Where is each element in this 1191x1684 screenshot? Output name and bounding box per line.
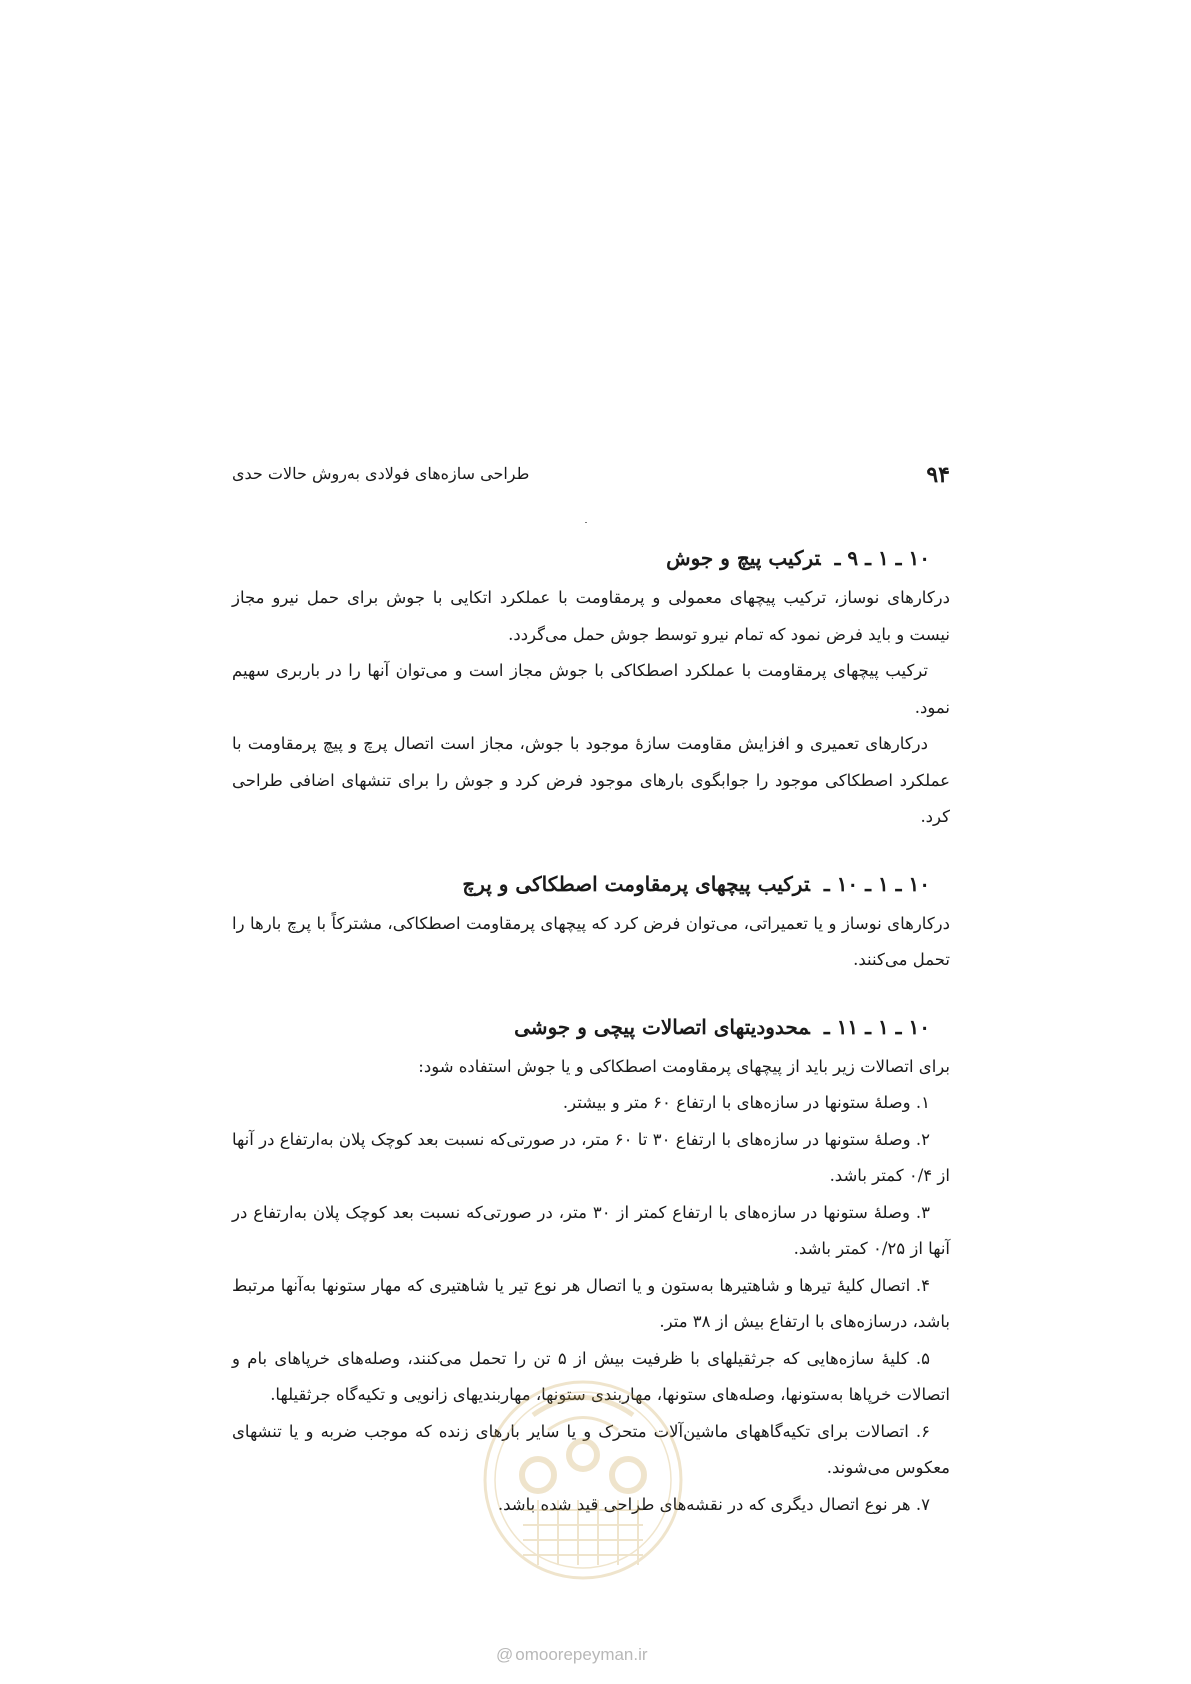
list-item: ۶. اتصالات برای تکیه‌گاههای ماشین‌آلات متحرک و یا سایر بارهای زنده که موجب ضربه و یا تنشهای معکوس می‌شوند. xyxy=(232,1421,950,1477)
paragraph: درکارهای نوساز، ترکیب پیچهای معمولی و پرمقاومت با عملکرد اتکایی با جوش برای حمل نیرو مجاز نیست و باید فرض نمود که تمام نیرو توسط جوش حمل می‌گردد. xyxy=(232,588,950,644)
section-title: ترکیب پیچهای پرمقاومت اصطکاکی و پرچ xyxy=(462,871,810,896)
section-number: ۱۰ ـ ۱ ـ ۱۰ ـ xyxy=(823,871,930,896)
section-number: ۱۰ ـ ۱ ـ ۱۱ ـ xyxy=(823,1014,930,1039)
section-heading xyxy=(232,1009,930,1045)
section-number: ۱۰ ـ ۱ ـ ۹ ـ xyxy=(834,546,930,570)
list-item: ۵. کلیهٔ سازه‌هایی که جرثقیلهای با ظرفیت بیش از ۵ تن را تحمل می‌کنند، وصله‌های خرپاهای بام و اتصالات خرپاها به‌ستونها، وصله‌های ستونها، مهاربندی ستونها، مهاربندیهای زانویی و تکیه‌گاه جرثقیلها. xyxy=(232,1348,950,1404)
page-number: ۹۴ xyxy=(926,462,950,488)
paragraph: درکارهای نوساز و یا تعمیراتی، می‌توان فرض کرد که پیچهای پرمقاومت اصطکاکی، مشترکاً با پرچ بارها را تحمل می‌کنند. xyxy=(232,913,950,969)
running-title: طراحی سازه‌های فولادی به‌روش حالات حدی xyxy=(232,464,530,483)
footer-url-text: omoorepeyman.ir xyxy=(515,1645,648,1664)
at-sign-icon: @ xyxy=(496,1645,514,1664)
paragraph: ترکیب پیچهای پرمقاومت با عملکرد اصطکاکی با جوش مجاز است و می‌توان آنها را در باربری سهیم نمود. xyxy=(232,661,950,717)
section-heading xyxy=(232,540,930,576)
footer-url[interactable] xyxy=(496,1645,648,1665)
scan-speck xyxy=(585,522,587,523)
section-heading xyxy=(232,866,930,902)
section-title: ترکیب پیچ و جوش xyxy=(666,546,821,570)
list-item: ۲. وصلهٔ ستونها در سازه‌های با ارتفاع ۳۰ تا ۶۰ متر، در صورتی‌که نسبت بعد کوچک پلان به‌ارتفاع در آنها از ۰/۴ کمتر باشد. xyxy=(232,1129,950,1185)
section-title: محدودیتهای اتصالات پیچی و جوشی xyxy=(514,1014,810,1039)
paragraph: درکارهای تعمیری و افزایش مقاومت سازهٔ موجود با جوش، مجاز است اتصال پرچ و پیچ پرمقاومت با عملکرد اصطکاکی موجود را جوابگوی بارهای موجود فرض کرد و جوش را برای تنشهای اضافی طراحی کرد. xyxy=(232,734,950,826)
list-item: ۷. هر نوع اتصال دیگری که در نقشه‌های طراحی قید شده باشد. xyxy=(497,1494,930,1514)
list-item: ۱. وصلهٔ ستونها در سازه‌های با ارتفاع ۶۰ متر و بیشتر. xyxy=(562,1093,930,1112)
paragraph: برای اتصالات زیر باید از پیچهای پرمقاومت اصطکاکی و یا جوش استفاده شود: xyxy=(418,1056,950,1076)
page-header xyxy=(232,462,950,498)
page-body xyxy=(232,540,950,1523)
list-item: ۴. اتصال کلیهٔ تیرها و شاهتیرها به‌ستون و یا اتصال هر نوع تیر یا شاهتیری که مهار ستونها به‌آنها مرتبط باشد، درسازه‌های با ارتفاع بیش از ۳۸ متر. xyxy=(232,1275,950,1331)
list-item: ۳. وصلهٔ ستونها در سازه‌های با ارتفاع کمتر از ۳۰ متر، در صورتی‌که نسبت بعد کوچک پلان به‌ارتفاع در آنها از ۰/۲۵ کمتر باشد. xyxy=(232,1202,950,1258)
